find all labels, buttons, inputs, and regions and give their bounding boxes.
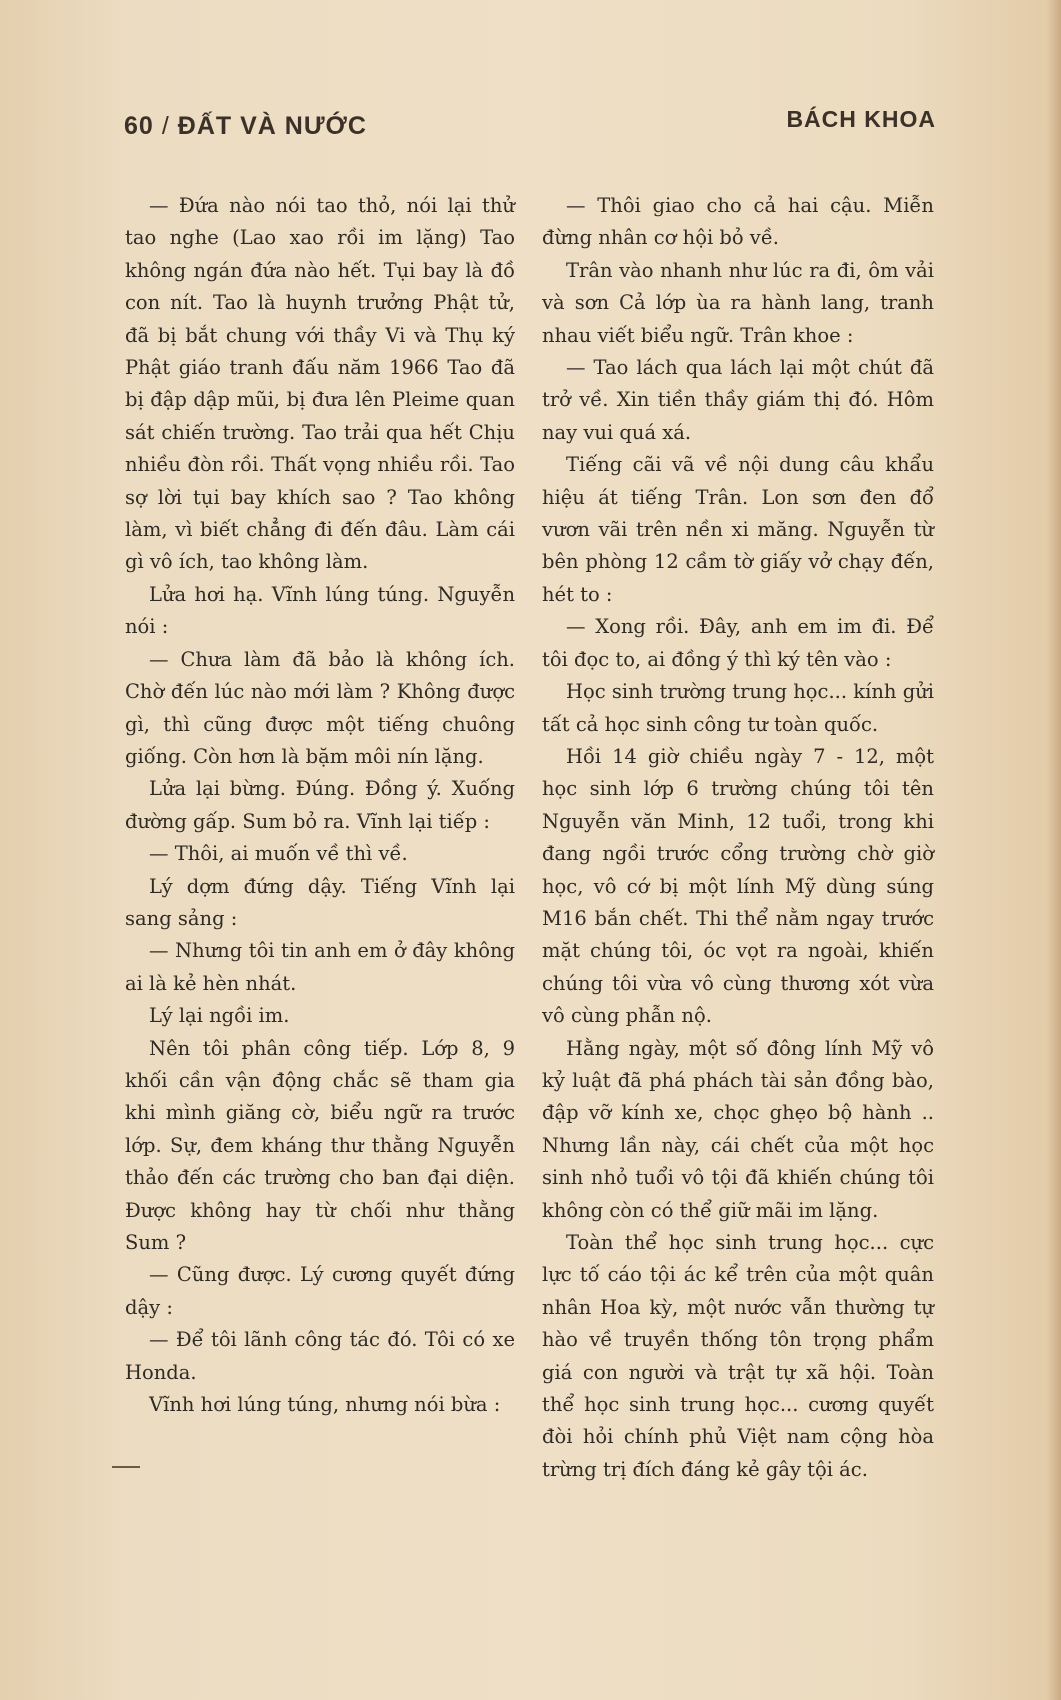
- paragraph: — Tao lách qua lách lại một chút đã trở về. Xin tiền thầy giám thị đó. Hôm nay vui quá xá.: [542, 356, 934, 444]
- paragraph: Tiếng cãi vã về nội dung câu khẩu hiệu át tiếng Trân. Lon sơn đen đổ vươn vãi trên nền xi măng. Nguyễn từ bên phòng 12 cầm tờ giấy vở chạy đến, hét to :: [542, 453, 934, 606]
- right-column: [542, 190, 934, 1486]
- magazine-title: BÁCH KHOA: [786, 106, 936, 132]
- paragraph: Lửa lại bừng. Đúng. Đồng ý. Xuống đường gấp. Sum bỏ ra. Vĩnh lại tiếp :: [125, 777, 515, 833]
- paragraph: Toàn thể học sinh trung học... cực lực tố cáo tội ác kể trên của một quân nhân Hoa kỳ, một nước vẫn thường tự hào về truyền thống tôn trọng phẩm giá con người và trật tự xã hội. Toàn thể học sinh trung học... cương quyết đòi hỏi chính phủ Việt nam cộng hòa trừng trị đích đáng kẻ gây tội ác.: [542, 1231, 934, 1481]
- paragraph: Hồi 14 giờ chiều ngày 7 - 12, một học sinh lớp 6 trường chúng tôi tên Nguyễn văn Minh, 12 tuổi, trong khi đang ngồi trước cổng trường chờ giờ học, vô cớ bị một lính Mỹ dùng súng M16 bắn chết. Thi thể nằm ngay trước mặt chúng tôi, óc vọt ra ngoài, khiến chúng tôi vừa vô cùng thương xót vừa vô cùng phẫn nộ.: [542, 744, 934, 1028]
- page-number: 60: [124, 112, 154, 140]
- paragraph: Học sinh trường trung học... kính gửi tất cả học sinh công tư toàn quốc.: [542, 680, 934, 736]
- paragraph: Lý lại ngồi im.: [149, 1004, 290, 1028]
- paragraph: — Nhưng tôi tin anh em ở đây không ai là kẻ hèn nhát.: [125, 939, 515, 995]
- paragraph: — Chưa làm đã bảo là không ích. Chờ đến lúc nào mới làm ? Không được gì, thì cũng được một tiếng chuông giống. Còn hơn là bặm môi nín lặng.: [125, 647, 515, 768]
- page-header: [124, 106, 936, 142]
- section-title: ĐẤT VÀ NƯỚC: [177, 112, 367, 140]
- paragraph: — Để tôi lãnh công tác đó. Tôi có xe Honda.: [125, 1328, 515, 1384]
- running-head-left: [124, 112, 367, 141]
- left-column: [125, 190, 515, 1421]
- paragraph: — Đứa nào nói tao thỏ, nói lại thử tao nghe (Lao xao rồi im lặng) Tao không ngán đứa nào hết. Tụi bay là đồ con nít. Tao là huynh trưởng Phật tử, đã bị bắt chung với thầy Vi và Thụ ký Phật giáo tranh đấu năm 1966 Tao đã bị đập dập mũi, bị đưa lên Pleime quan sát chiến trường. Tao trải qua hết Chịu nhiều đòn rồi. Thất vọng nhiều rồi. Tao sợ lời tụi bay khích sao ? Tao không làm, vì biết chẳng đi đến đâu. Làm cái gì vô ích, tao không làm.: [125, 194, 515, 574]
- paragraph: — Xong rồi. Đây, anh em im đi. Để tôi đọc to, ai đồng ý thì ký tên vào :: [542, 615, 934, 671]
- paragraph: Nên tôi phân công tiếp. Lớp 8, 9 khối cần vận động chắc sẽ tham gia khi mình giăng cờ, biểu ngữ ra trước lớp. Sự, đem kháng thư thằng Nguyễn thảo đến các trường cho ban đại diện. Được không hay từ chối như thằng Sum ?: [125, 1036, 515, 1254]
- paragraph: Lý dợm đứng dậy. Tiếng Vĩnh lại sang sảng :: [125, 874, 515, 930]
- paragraph: — Cũng được. Lý cương quyết đứng dậy :: [125, 1263, 515, 1319]
- paragraph: — Thôi giao cho cả hai cậu. Miễn đừng nhân cơ hội bỏ về.: [542, 194, 934, 250]
- paragraph: Vĩnh hơi lúng túng, nhưng nói bừa :: [149, 1393, 501, 1417]
- margin-mark: [112, 1466, 140, 1468]
- paragraph: Trân vào nhanh như lúc ra đi, ôm vải và sơn Cả lớp ùa ra hành lang, tranh nhau viết biểu ngữ. Trân khoe :: [542, 258, 934, 347]
- paragraph: — Thôi, ai muốn về thì về.: [149, 842, 408, 866]
- paragraph: Hằng ngày, một số đông lính Mỹ vô kỷ luật đã phá phách tài sản đồng bào, đập vỡ kính xe, chọc ghẹo bộ hành .. Nhưng lần này, cái chết của một học sinh nhỏ tuổi vô tội đã khiến chúng tôi không còn có thể giữ mãi im lặng.: [542, 1036, 934, 1222]
- header-separator: /: [161, 112, 170, 140]
- paragraph: Lửa hơi hạ. Vĩnh lúng túng. Nguyễn nói :: [125, 582, 515, 639]
